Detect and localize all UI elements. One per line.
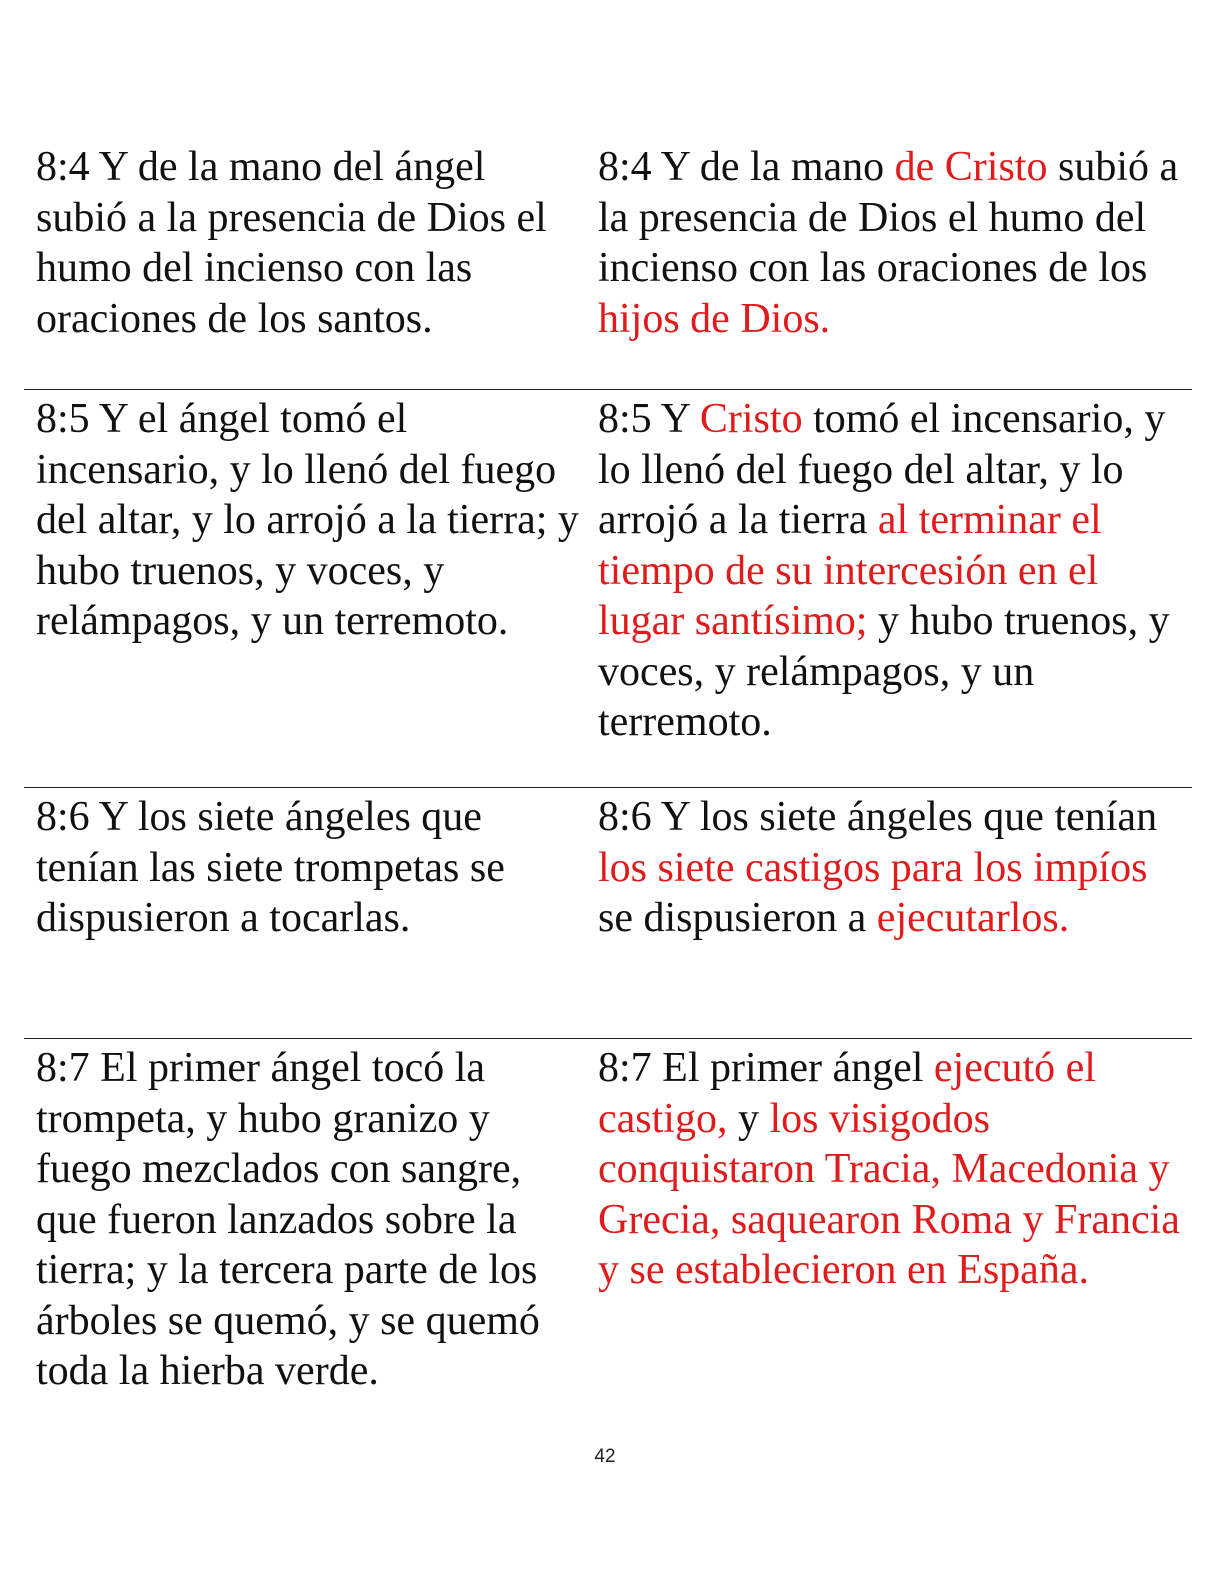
verse-phrase: tomó el incensario, y lo llenó del fuego del altar, y lo arrojó a la tierra: [598, 396, 1166, 543]
highlighted-phrase: los visigodos conquistaron Tracia, Macedonia y Grecia, saquearon Roma y Francia y se establecieron en España.: [598, 1095, 1180, 1293]
verse-phrase: subió a la presencia de Dios el humo del incienso con las oraciones de los: [598, 144, 1179, 291]
highlighted-phrase: al terminar el tiempo de su intercesión en el lugar santísimo;: [598, 497, 1102, 644]
verse-phrase: 8:7 El primer ángel: [598, 1045, 934, 1091]
verse-phrase: se dispusieron a: [598, 895, 877, 941]
verse-phrase: 8:5 Y: [598, 396, 700, 442]
verse-comparison-table: [24, 140, 1192, 1397]
highlighted-phrase: los siete castigos para los impíos: [598, 844, 1148, 891]
highlighted-phrase: Cristo: [699, 396, 803, 442]
highlighted-phrase: de Cristo: [894, 144, 1048, 190]
verse-row-8-4: [24, 140, 1192, 389]
page-number: 42: [594, 1446, 616, 1467]
verse-phrase: 8:4 Y de la mano: [598, 144, 895, 190]
original-verse-text: 8:7 El primer ángel tocó la trompeta, y hubo granizo y fuego mezclados con sangre, que fueron lanzados sobre la tierra; y la tercera parte de los árboles se quemó, y se quemó toda la hierba verde.: [36, 1045, 540, 1394]
highlighted-phrase: ejecutarlos.: [876, 895, 1070, 941]
interpreted-verse-text: [586, 140, 1192, 389]
interpreted-verse-text: [586, 1039, 1192, 1397]
verse-row-8-7: [24, 1039, 1192, 1397]
verse-row-8-5: [24, 390, 1192, 788]
verse-phrase: y: [727, 1095, 770, 1142]
verse-phrase: 8:6 Y los siete ángeles que tenían: [598, 794, 1158, 840]
highlighted-phrase: hijos de Dios.: [598, 295, 831, 342]
verse-phrase: y hubo truenos, y voces, y relámpagos, y un terremoto.: [598, 598, 1170, 745]
highlighted-phrase: ejecutó el castigo,: [598, 1045, 1096, 1142]
verse-row-8-6: [24, 788, 1192, 1039]
interpreted-verse-text: [586, 390, 1192, 788]
original-verse-text: 8:4 Y de la mano del ángel subió a la presencia de Dios el humo del incienso con las oraciones de los santos.: [36, 144, 547, 342]
original-verse-text: 8:6 Y los siete ángeles que tenían las siete trompetas se dispusieron a tocarlas.: [36, 794, 505, 941]
interpreted-verse-text: [586, 788, 1192, 1039]
original-verse-text: 8:5 Y el ángel tomó el incensario, y lo llenó del fuego del altar, y lo arrojó a la tierra; y hubo truenos, y voces, y relámpagos, y un terremoto.: [36, 396, 579, 644]
